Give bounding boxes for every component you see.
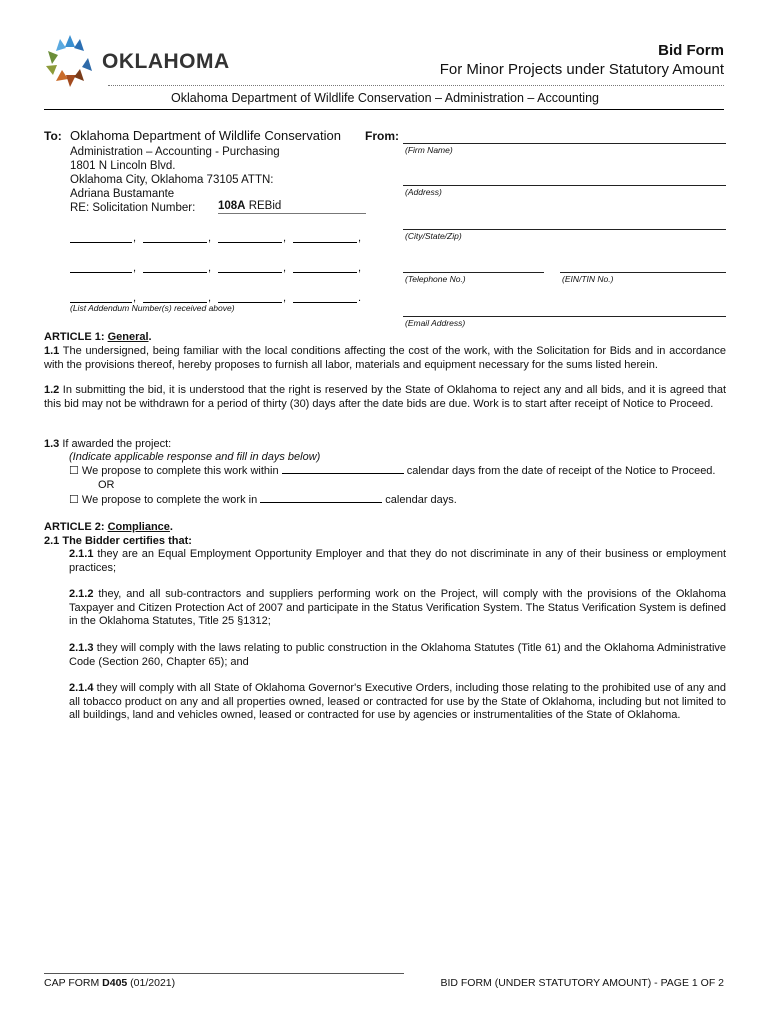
addendum-field[interactable] — [70, 230, 132, 243]
to-line-3: Oklahoma City, Oklahoma 73105 ATTN: — [70, 174, 274, 186]
footer-page: BID FORM (UNDER STATUTORY AMOUNT) - PAGE 1 OF 2 — [440, 977, 724, 989]
option-2[interactable] — [69, 494, 726, 508]
p11-num: 1.1 — [44, 345, 60, 357]
p13-num: 1.3 — [44, 438, 60, 450]
addendum-field[interactable] — [70, 260, 132, 273]
to-line-4: Adriana Bustamante — [70, 188, 175, 200]
article-1-prefix: ARTICLE 1: — [44, 331, 108, 343]
article-1-heading: ARTICLE 1: General. — [44, 331, 152, 343]
ein-field[interactable] — [560, 272, 726, 273]
p11-text: The undersigned, being familiar with the local conditions affecting the cost of the work, with the Solicitation for Bids and in accordance with the provisions thereof, hereby proposes to furnish all labor, materials and equipment necessary for the sums listed herein. — [44, 345, 726, 371]
p12-text: In submitting the bid, it is understood that the right is reserved by the State of Oklahoma to reject any and all bids, and it is agreed that this bid may not be withdrawn for a period of thirty (30) days after the date bids are due. Work is to start after receipt of Notice to Proceed. — [44, 384, 726, 410]
header-divider — [108, 85, 724, 86]
footer-pre: CAP FORM — [44, 977, 103, 989]
paragraph-1-1 — [44, 345, 726, 372]
clause-2-1-2 — [69, 588, 726, 629]
article-2-title: Compliance — [107, 521, 170, 533]
option-1[interactable] — [69, 465, 726, 479]
c3-num: 2.1.3 — [69, 642, 94, 654]
c1-num: 2.1.1 — [69, 548, 94, 560]
addendum-field[interactable] — [143, 260, 207, 273]
email-field[interactable] — [403, 316, 726, 317]
article-2-prefix: ARTICLE 2: — [44, 521, 108, 533]
to-line-1: Administration – Accounting - Purchasing — [70, 146, 280, 158]
footer-divider — [44, 973, 404, 974]
solicitation-label: RE: Solicitation Number: — [70, 202, 196, 214]
days-field-2[interactable] — [260, 502, 382, 503]
firm-name-field[interactable] — [403, 143, 726, 144]
agency-divider — [44, 109, 724, 110]
option-2-post: calendar days. — [382, 494, 457, 506]
option-1-pre: ☐ We propose to complete this work within — [69, 465, 282, 477]
solicitation-number[interactable] — [218, 200, 366, 214]
agency-line: Oklahoma Department of Wildlife Conservation – Administration – Accounting — [171, 91, 599, 105]
article-2-sub: 2.1 The Bidder certifies that: — [44, 535, 192, 547]
firm-name-caption: (Firm Name) — [405, 145, 453, 155]
addendum-field[interactable] — [143, 290, 207, 303]
to-agency-name: Oklahoma Department of Wildlife Conservation — [70, 128, 341, 143]
telephone-field[interactable] — [403, 272, 544, 273]
addendum-caption: (List Addendum Number(s) received above) — [70, 303, 235, 313]
addendum-field[interactable] — [293, 290, 357, 303]
addendum-field[interactable] — [143, 230, 207, 243]
addendum-field[interactable] — [218, 260, 282, 273]
email-caption: (Email Address) — [405, 318, 466, 328]
address-caption: (Address) — [405, 187, 442, 197]
address-field[interactable] — [403, 185, 726, 186]
paragraph-1-2 — [44, 384, 726, 411]
article-1-title: General — [107, 331, 149, 343]
p13-note: (Indicate applicable response and fill in days below) — [69, 451, 321, 463]
c4-num: 2.1.4 — [69, 682, 94, 694]
addendum-field[interactable] — [293, 260, 357, 273]
footer-post: (01/2021) — [127, 977, 176, 989]
to-line-2: 1801 N Lincoln Blvd. — [70, 160, 176, 172]
clause-2-1-1 — [69, 548, 726, 575]
ein-caption: (EIN/TIN No.) — [562, 274, 614, 284]
footer-form-id — [44, 977, 175, 989]
to-label: To: — [44, 129, 62, 143]
from-label: From: — [365, 129, 399, 143]
c2-text: they, and all sub-contractors and suppliers performing work on the Project, will comply with the provisions of the Oklahoma Taxpayer and Citizen Protection Act of 2007 and participate in the Status Verification System. The Status Verification System is defined in the Oklahoma Statutes, Title 25 §1312; — [69, 588, 726, 627]
or-label: OR — [98, 479, 115, 491]
article-2-heading: ARTICLE 2: Compliance. — [44, 521, 173, 533]
c2-num: 2.1.2 — [69, 588, 94, 600]
c3-text: they will comply with the laws relating to public construction in the Oklahoma Statutes (Title 61) and the Oklahoma Administrative Code (Section 260, Chapter 65); and — [69, 642, 726, 668]
addendum-field[interactable] — [293, 230, 357, 243]
c1-text: they are an Equal Employment Opportunity Employer and that they do not discriminate in any of their business or employment practices; — [69, 548, 726, 574]
solicitation-number-rest: REBid — [245, 200, 282, 212]
logo-wordmark: OKLAHOMA — [102, 50, 230, 73]
days-field-1[interactable] — [282, 473, 404, 474]
clause-2-1-4 — [69, 682, 726, 723]
paragraph-1-3 — [44, 438, 726, 452]
form-title: Bid Form — [658, 42, 724, 59]
solicitation-number-bold: 108A — [218, 200, 246, 212]
addendum-field[interactable] — [218, 290, 282, 303]
telephone-caption: (Telephone No.) — [405, 274, 466, 284]
city-state-zip-caption: (City/State/Zip) — [405, 231, 462, 241]
p13-text: If awarded the project: — [59, 438, 172, 450]
clause-2-1-3 — [69, 642, 726, 669]
p12-num: 1.2 — [44, 384, 60, 396]
c4-text: they will comply with all State of Oklahoma Governor's Executive Orders, including those relating to the prohibited use of any and all tobacco product on any and all properties owned, leased or contracted for use by the State of Oklahoma, including but not limited to all buildings, land and vehicles owned, leased or contracted for use by agencies or instrumentalities of the State of Oklahoma. — [69, 682, 726, 721]
addendum-field[interactable] — [218, 230, 282, 243]
form-subtitle: For Minor Projects under Statutory Amount — [439, 61, 724, 78]
city-state-zip-field[interactable] — [403, 229, 726, 230]
option-2-pre: ☐ We propose to complete the work in — [69, 494, 261, 506]
option-1-post: calendar days from the date of receipt of the Notice to Proceed. — [403, 465, 716, 477]
footer-bold: D405 — [102, 977, 128, 989]
addendum-field[interactable] — [70, 290, 132, 303]
